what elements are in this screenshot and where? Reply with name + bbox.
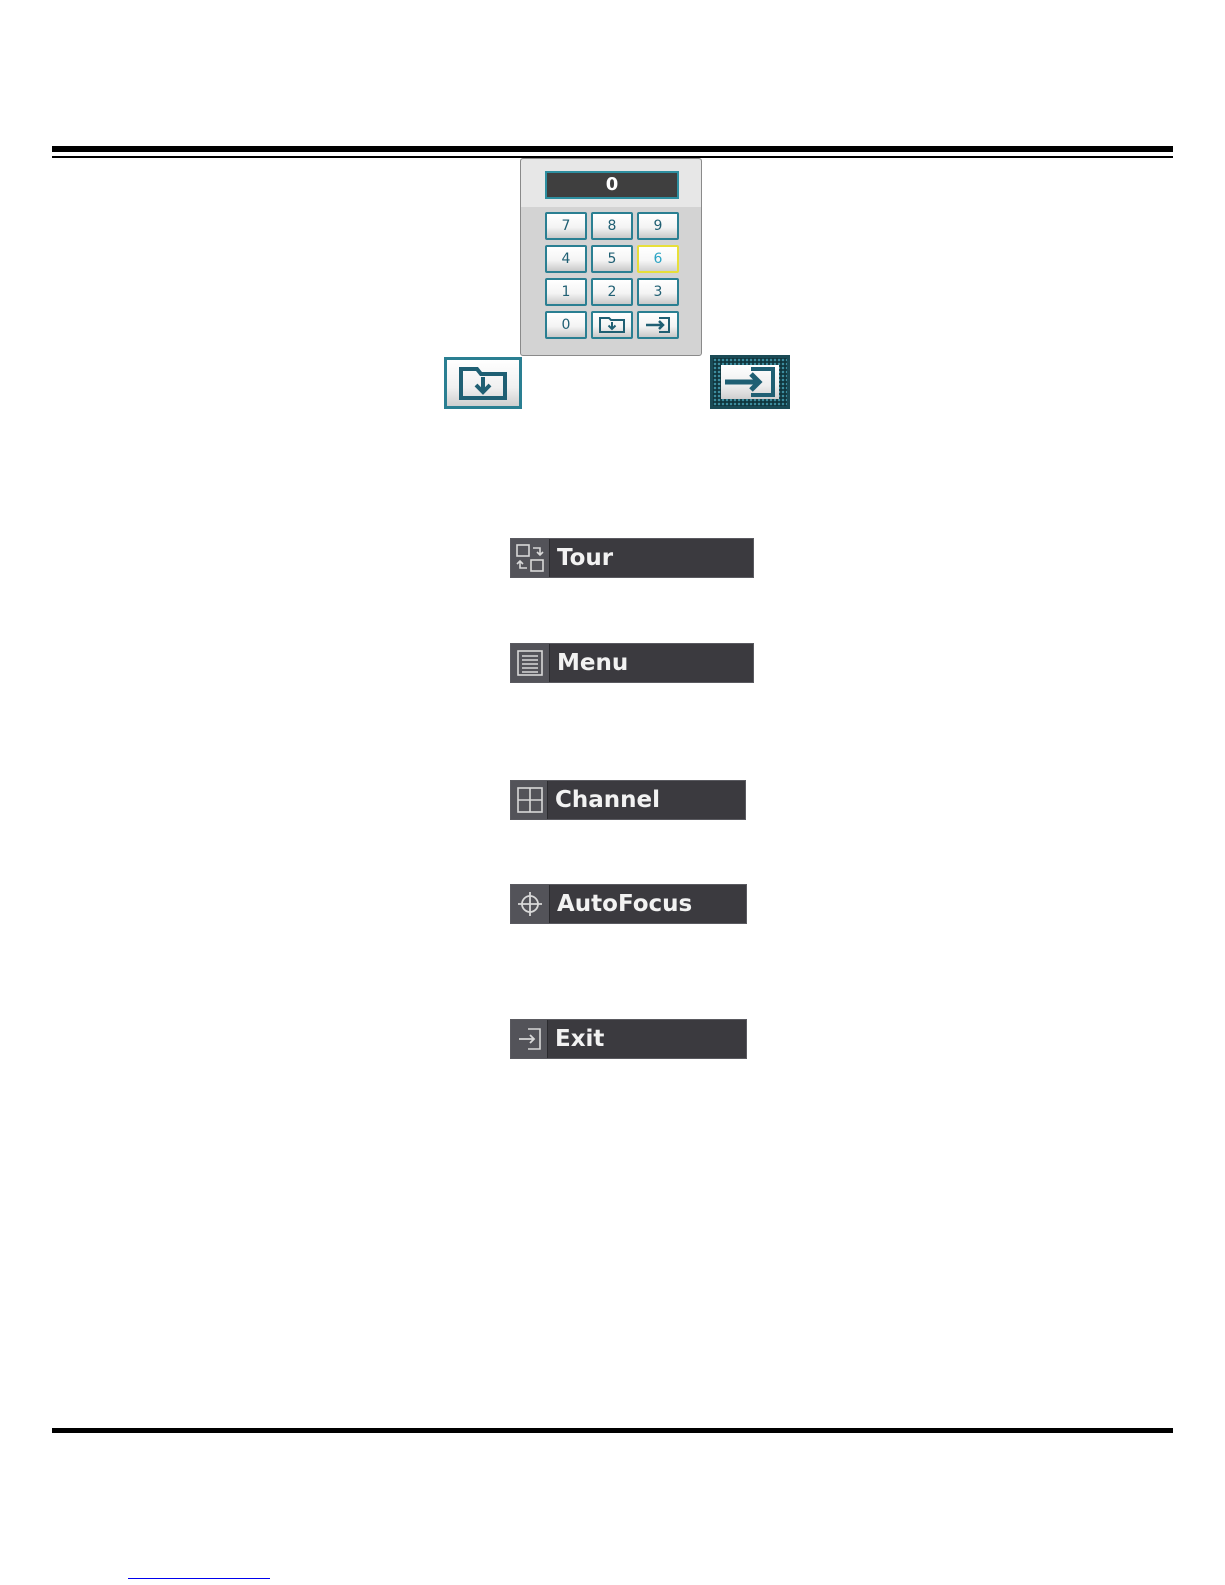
exit-icon-box bbox=[511, 1020, 548, 1058]
key-0[interactable]: 0 bbox=[545, 311, 587, 339]
key-3[interactable]: 3 bbox=[637, 278, 679, 306]
key-2[interactable]: 2 bbox=[591, 278, 633, 306]
menu-item-exit-label: Exit bbox=[555, 1026, 605, 1052]
key-5[interactable]: 5 bbox=[591, 245, 633, 273]
channel-grid-icon-box bbox=[511, 781, 548, 819]
menu-item-autofocus[interactable] bbox=[510, 884, 747, 924]
menu-item-exit[interactable] bbox=[510, 1019, 747, 1059]
enter-arrow-icon bbox=[643, 316, 673, 334]
load-key[interactable] bbox=[591, 311, 633, 339]
key-6[interactable]: 6 bbox=[637, 245, 679, 273]
enter-key[interactable] bbox=[637, 311, 679, 339]
folder-download-icon bbox=[598, 316, 626, 334]
menu-item-channel-label: Channel bbox=[555, 787, 661, 813]
channel-grid-icon bbox=[516, 786, 544, 814]
key-7[interactable]: 7 bbox=[545, 212, 587, 240]
enter-arrow-icon-face bbox=[721, 365, 779, 399]
menu-list-icon-box bbox=[511, 644, 550, 682]
menu-item-autofocus-label: AutoFocus bbox=[557, 891, 693, 917]
folder-download-icon-large bbox=[444, 357, 522, 409]
menu-item-menu[interactable] bbox=[510, 643, 754, 683]
tour-icon-box bbox=[511, 539, 550, 577]
autofocus-icon bbox=[516, 890, 544, 918]
enter-arrow-icon-large bbox=[710, 355, 790, 409]
menu-item-menu-label: Menu bbox=[557, 650, 629, 676]
menu-item-tour[interactable] bbox=[510, 538, 754, 578]
footnote-separator bbox=[128, 1578, 270, 1579]
keypad-display: 0 bbox=[545, 171, 679, 199]
menu-list-icon bbox=[516, 649, 544, 677]
numeric-keypad bbox=[520, 158, 702, 356]
key-1[interactable]: 1 bbox=[545, 278, 587, 306]
exit-icon bbox=[516, 1025, 544, 1053]
key-9[interactable]: 9 bbox=[637, 212, 679, 240]
key-4[interactable]: 4 bbox=[545, 245, 587, 273]
tour-icon bbox=[516, 544, 544, 572]
header-rule-thick bbox=[52, 146, 1173, 152]
menu-item-channel[interactable] bbox=[510, 780, 746, 820]
autofocus-icon-box bbox=[511, 885, 550, 923]
menu-item-tour-label: Tour bbox=[557, 545, 614, 571]
key-8[interactable]: 8 bbox=[591, 212, 633, 240]
footer-rule bbox=[52, 1428, 1173, 1433]
